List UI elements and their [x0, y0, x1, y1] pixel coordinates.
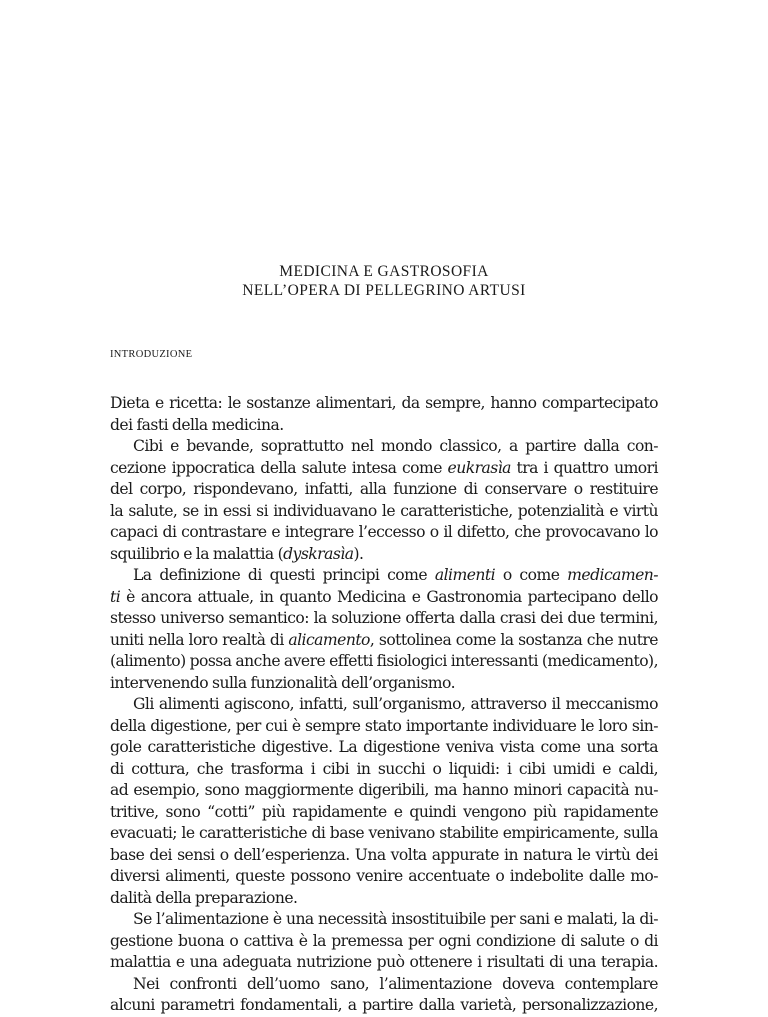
- text-segment: dalità della preparazione.: [110, 888, 298, 907]
- text-line: [110, 823, 658, 845]
- chapter-title-line-1: MEDICINA E GASTROSOFIA: [279, 263, 489, 280]
- text-line: [110, 522, 658, 544]
- text-line: [110, 630, 658, 652]
- text-line: [110, 565, 658, 587]
- text-segment: cezione ippocratica della salute intesa come: [110, 458, 448, 477]
- italic-term: alicamento: [288, 630, 370, 649]
- text-line: [110, 501, 658, 523]
- text-line: [110, 458, 658, 480]
- text-segment: alcuni parametri fondamentali, a partire dalla varietà, personalizzazione,: [110, 996, 658, 1014]
- text-segment: è ancora attuale, in quanto Medicina e Gastronomia partecipano dello: [120, 587, 658, 606]
- text-segment: la salute, se in essi si individuavano le caratteristiche, potenzialità e virtù: [110, 501, 658, 520]
- text-segment: del corpo, rispondevano, infatti, alla funzione di conservare o restituire: [110, 480, 658, 498]
- text-line: [110, 608, 658, 630]
- text-segment: Cibi e bevande, soprattutto nel mondo classico, a partire dalla con-: [133, 437, 658, 455]
- section-heading: INTRODUZIONE: [110, 349, 193, 360]
- italic-term: eukrasìa: [447, 458, 511, 477]
- text-line: [110, 780, 658, 802]
- text-segment: Gli alimenti agiscono, infatti, sull’organismo, attraverso il meccanismo: [133, 695, 658, 713]
- text-line: [110, 974, 658, 996]
- text-segment: ).: [353, 544, 364, 563]
- text-segment: o come: [495, 566, 568, 584]
- chapter-title: [0, 262, 768, 300]
- text-segment: La definizione di questi principi come: [133, 566, 435, 584]
- text-line: [110, 866, 658, 888]
- text-line: [110, 737, 658, 759]
- text-segment: , sottolinea come la sostanza che nutre: [369, 630, 658, 649]
- text-segment: Nei confronti dell’uomo sano, l’alimentazione doveva contemplare: [133, 974, 658, 993]
- text-line: [110, 694, 658, 716]
- italic-term: medicamen-: [567, 566, 659, 584]
- text-line: [110, 952, 658, 974]
- text-segment: gestione buona o cattiva è la premessa per ogni condizione di salute o di: [110, 931, 658, 950]
- text-line: [110, 716, 658, 738]
- text-segment: capaci di contrastare e integrare l’eccesso o il difetto, che provocavano lo: [110, 523, 658, 541]
- italic-term: dyskrasìa: [283, 544, 354, 563]
- text-segment: malattia e una adeguata nutrizione può ottenere i risultati di una terapia.: [110, 953, 658, 971]
- text-line: [110, 759, 658, 781]
- text-segment: evacuati; le caratteristiche di base venivano stabilite empiricamente, sulla: [110, 824, 658, 842]
- text-segment: diversi alimenti, queste possono venire accentuate o indebolite dalle mo-: [110, 867, 658, 885]
- text-segment: Se l’alimentazione è una necessità insostituibile per sani e malati, la di-: [133, 910, 658, 928]
- text-segment: tritive, sono “cotti” più rapidamente e quindi vengono più rapidamente: [110, 802, 658, 821]
- body-text: [110, 393, 658, 1017]
- text-segment: squilibrio e la malattia (: [110, 544, 284, 563]
- text-line: [110, 802, 658, 824]
- text-line: [110, 479, 658, 501]
- text-segment: tra i quattro umori: [510, 458, 658, 477]
- text-line: [110, 544, 658, 566]
- text-segment: della digestione, per cui è sempre stato importante individuare le loro sin-: [110, 716, 658, 735]
- text-segment: uniti nella loro realtà di: [110, 630, 289, 649]
- text-segment: Dieta e ricetta: le sostanze alimentari, da sempre, hanno compartecipato: [110, 394, 658, 412]
- text-line: [110, 995, 658, 1017]
- text-line: [110, 651, 658, 673]
- text-segment: intervenendo sulla funzionalità dell’organismo.: [110, 673, 456, 692]
- italic-term: ti: [110, 587, 121, 606]
- italic-term: alimenti: [434, 566, 496, 584]
- text-segment: dei fasti della medicina.: [110, 415, 284, 434]
- text-line: [110, 436, 658, 458]
- text-line: [110, 587, 658, 609]
- text-line: [110, 888, 658, 910]
- text-line: [110, 415, 658, 437]
- text-segment: base dei sensi o dell’esperienza. Una volta appurate in natura le virtù dei: [110, 845, 658, 864]
- text-segment: ad esempio, sono maggiormente digeribili, ma hanno minori capacità nu-: [110, 781, 658, 799]
- text-line: [110, 931, 658, 953]
- text-segment: (alimento) possa anche avere effetti fisiologici interessanti (medicamento),: [110, 652, 658, 670]
- text-segment: di cottura, che trasforma i cibi in succhi o liquidi: i cibi umidi e caldi,: [110, 759, 658, 778]
- text-line: [110, 845, 658, 867]
- text-line: [110, 673, 658, 695]
- text-line: [110, 909, 658, 931]
- text-line: [110, 393, 658, 415]
- text-segment: stesso universo semantico: la soluzione offerta dalla crasi dei due termini,: [110, 609, 658, 627]
- chapter-title-line-2: NELL’OPERA DI PELLEGRINO ARTUSI: [242, 282, 526, 299]
- text-segment: gole caratteristiche digestive. La digestione veniva vista come una sorta: [110, 738, 658, 756]
